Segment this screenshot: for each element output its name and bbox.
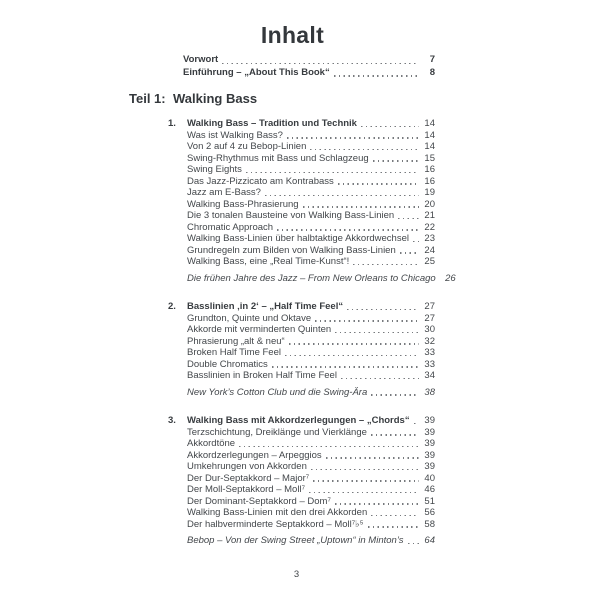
dot-leader: [341, 378, 419, 379]
toc-entry-page: 16: [424, 164, 435, 175]
toc-entry-label: Akkorde mit verminderten Quinten: [187, 324, 332, 335]
toc-entry: [168, 438, 435, 450]
toc-entry: [168, 176, 435, 188]
toc-entry-number: 2.: [168, 301, 176, 312]
toc-entry-page: 8: [429, 66, 435, 78]
toc-entry-page: 24: [424, 244, 435, 256]
dot-leader: [222, 63, 419, 64]
front-matter-entry: [183, 67, 435, 80]
dot-leader: [338, 183, 419, 184]
toc-entry-page: 51: [424, 495, 435, 507]
toc-entry: [168, 336, 435, 348]
dot-leader: [368, 526, 419, 527]
toc-entry-label: New York’s Cotton Club und die Swing-Ära: [187, 386, 368, 398]
dot-leader: [335, 332, 419, 333]
toc-entry-page: 39: [424, 426, 435, 438]
dot-leader: [414, 423, 419, 424]
toc-entry-page: 14: [424, 141, 435, 152]
toc-entry: [168, 427, 435, 439]
toc-entry-label: Der Dominant-Septakkord – Dom⁷: [187, 495, 331, 507]
toc-entry-page: 56: [424, 507, 435, 518]
toc-entry-label: Basslinien ‚in 2‘ – „Half Time Feel“: [187, 301, 344, 312]
toc-entry-page: 38: [424, 386, 435, 398]
dot-leader: [272, 366, 419, 367]
part-label: Teil 1:: [129, 91, 166, 106]
dot-leader: [334, 75, 419, 76]
toc-entry-label: Walking Bass-Linien mit den drei Akkorden: [187, 507, 368, 518]
toc-section-heading: [168, 415, 435, 427]
dot-leader: [371, 434, 419, 435]
toc-entry-label: Von 2 auf 4 zu Bebop-Linien: [187, 141, 307, 152]
toc-entry: [168, 484, 435, 496]
toc-entry: [168, 370, 435, 382]
toc-entry: [168, 187, 435, 199]
toc-entry-label: Basslinien in Broken Half Time Feel: [187, 370, 337, 381]
toc-entry-page: 15: [424, 152, 435, 164]
page-title: Inhalt: [260, 22, 325, 48]
dot-leader: [371, 394, 419, 395]
toc-entry: [168, 130, 435, 142]
toc-entry-page: 39: [424, 461, 435, 472]
toc-entry: [168, 245, 435, 257]
toc-entry: [168, 256, 435, 268]
dot-leader: [398, 218, 419, 219]
toc-entry-label: Grundton, Quinte und Oktave: [187, 312, 312, 324]
front-matter-list: [183, 54, 435, 79]
dot-leader: [315, 320, 419, 321]
toc-entry-label: Akkordzerlegungen – Arpeggios: [187, 449, 322, 461]
toc-entry-label: Akkordtöne: [187, 438, 236, 449]
dot-leader: [311, 469, 419, 470]
part-heading: [129, 91, 257, 106]
toc-entry-label: Umkehrungen von Akkorden: [187, 461, 307, 472]
toc-entry-label: Grundregeln zum Bilden von Walking Bass-Linien: [187, 244, 396, 256]
toc-entry-label: Walking Bass, eine „Real Time-Kunst“!: [187, 256, 350, 267]
dot-leader: [289, 343, 419, 344]
toc-entry-page: 64: [424, 535, 435, 546]
dot-leader: [361, 126, 419, 127]
toc-entry-page: 7: [429, 54, 435, 65]
dot-leader: [353, 264, 419, 265]
toc-entry-number: 3.: [168, 415, 176, 426]
dot-leader: [246, 172, 419, 173]
toc-entry-label: Walking Bass – Tradition und Technik: [187, 118, 357, 129]
part-title: Walking Bass: [173, 91, 258, 106]
dot-leader: [408, 543, 419, 544]
toc-entry-page: 39: [424, 438, 435, 449]
toc-entry-page: 16: [424, 175, 435, 187]
toc-entry-page: 33: [424, 347, 435, 358]
toc-entry-page: 30: [424, 324, 435, 335]
toc-entry-page: 27: [424, 301, 435, 312]
dot-leader: [277, 229, 419, 230]
toc-entry-label: Jazz am E-Bass?: [187, 187, 261, 198]
toc-entry-label: Bebop – Von der Swing Street „Uptown“ in Minton’s: [187, 535, 404, 546]
dot-leader: [287, 137, 419, 138]
dot-leader: [347, 309, 419, 310]
toc-entry-label: Walking Bass mit Akkordzerlegungen – „Chords“: [187, 415, 410, 426]
dot-leader: [303, 206, 419, 207]
toc-entry-page: 21: [424, 210, 435, 221]
dot-leader: [400, 252, 419, 253]
toc-entry-label: Walking Bass-Linien über halbtaktige Akkordwechsel: [187, 233, 409, 244]
toc-entry: [168, 473, 435, 485]
toc-entry: [168, 496, 435, 508]
dot-leader: [326, 457, 419, 458]
toc-entry-label: Vorwort: [183, 54, 219, 65]
toc-entry-page: 25: [424, 256, 435, 267]
front-matter-entry: [183, 54, 435, 67]
dot-leader: [371, 515, 419, 516]
toc-entry: [168, 313, 435, 325]
toc-entry: [168, 324, 435, 336]
dot-leader: [309, 492, 419, 493]
toc-entry-label: Phrasierung „alt & neu“: [187, 335, 285, 347]
toc-entry-page: 34: [424, 370, 435, 381]
toc-interlude-entry: [168, 272, 456, 285]
toc-entry-page: 32: [424, 335, 435, 347]
toc-entry-page: 26: [445, 272, 456, 284]
toc-entry-page: 19: [424, 187, 435, 198]
toc-entry: [168, 153, 435, 165]
dot-leader: [413, 241, 419, 242]
toc-entry: [168, 359, 435, 371]
toc-entry-page: 46: [424, 484, 435, 495]
toc-entry-label: Chromatic Approach: [187, 221, 274, 233]
toc-entry-label: Der Dur-Septakkord – Major⁷: [187, 472, 310, 484]
toc-entry: [168, 450, 435, 462]
toc-entry-page: 22: [424, 221, 435, 233]
toc-section-heading: [168, 301, 435, 313]
toc-entry-label: Swing Eights: [187, 164, 242, 175]
toc-entry: [168, 222, 435, 234]
toc-entry-page: 27: [424, 312, 435, 324]
toc-entry-page: 39: [424, 415, 435, 426]
toc-entry-page: 39: [424, 449, 435, 461]
toc-entry-page: 58: [424, 518, 435, 530]
toc-entry-label: Double Chromatics: [187, 358, 268, 370]
toc-entry-number: 1.: [168, 118, 176, 129]
toc-interlude-entry: [168, 535, 435, 547]
toc-entry: [168, 507, 435, 519]
toc-interlude-entry: [168, 387, 435, 399]
toc-entry-label: Der halbverminderte Septakkord – Moll⁷♭⁵: [187, 518, 364, 530]
toc-entry: [168, 141, 435, 153]
toc-entry-page: 33: [424, 358, 435, 370]
toc-entry-label: Walking Bass-Phrasierung: [187, 198, 299, 210]
dot-leader: [239, 446, 419, 447]
toc-entry: [168, 164, 435, 176]
toc-entry: [168, 210, 435, 222]
dot-leader: [265, 195, 419, 196]
toc-entry: [168, 519, 435, 531]
toc-entry: [168, 461, 435, 473]
toc-entry-label: Terzschichtung, Dreiklänge und Vierklänge: [187, 426, 367, 438]
toc-entry-label: Was ist Walking Bass?: [187, 129, 283, 141]
dot-leader: [373, 160, 419, 161]
page-number: 3: [293, 569, 300, 580]
dot-leader: [313, 480, 419, 481]
toc-section-heading: [168, 118, 435, 130]
toc-entry-label: Broken Half Time Feel: [187, 347, 281, 358]
toc-entry-label: Das Jazz-Pizzicato am Kontrabass: [187, 175, 334, 187]
toc-entry-label: Swing-Rhythmus mit Bass und Schlagzeug: [187, 152, 369, 164]
dot-leader: [335, 503, 419, 504]
toc-entry-page: 20: [424, 198, 435, 210]
toc-entry: [168, 347, 435, 359]
toc-entry: [168, 199, 435, 211]
dot-leader: [285, 355, 419, 356]
toc-entry-page: 14: [424, 118, 435, 129]
toc-entry-page: 14: [424, 129, 435, 141]
toc-entry-page: 40: [424, 472, 435, 484]
toc-entry-page: 23: [424, 233, 435, 244]
toc-entry-label: Einführung – „About This Book“: [183, 66, 330, 78]
toc-entry: [168, 233, 435, 245]
dot-leader: [310, 149, 419, 150]
toc-entry-label: Der Moll-Septakkord – Moll⁷: [187, 484, 306, 495]
toc-entry-label: Die frühen Jahre des Jazz – From New Orleans to Chicago: [187, 272, 436, 284]
toc-list: [168, 118, 456, 547]
toc-entry-label: Die 3 tonalen Bausteine von Walking Bass-Linien: [187, 210, 395, 221]
